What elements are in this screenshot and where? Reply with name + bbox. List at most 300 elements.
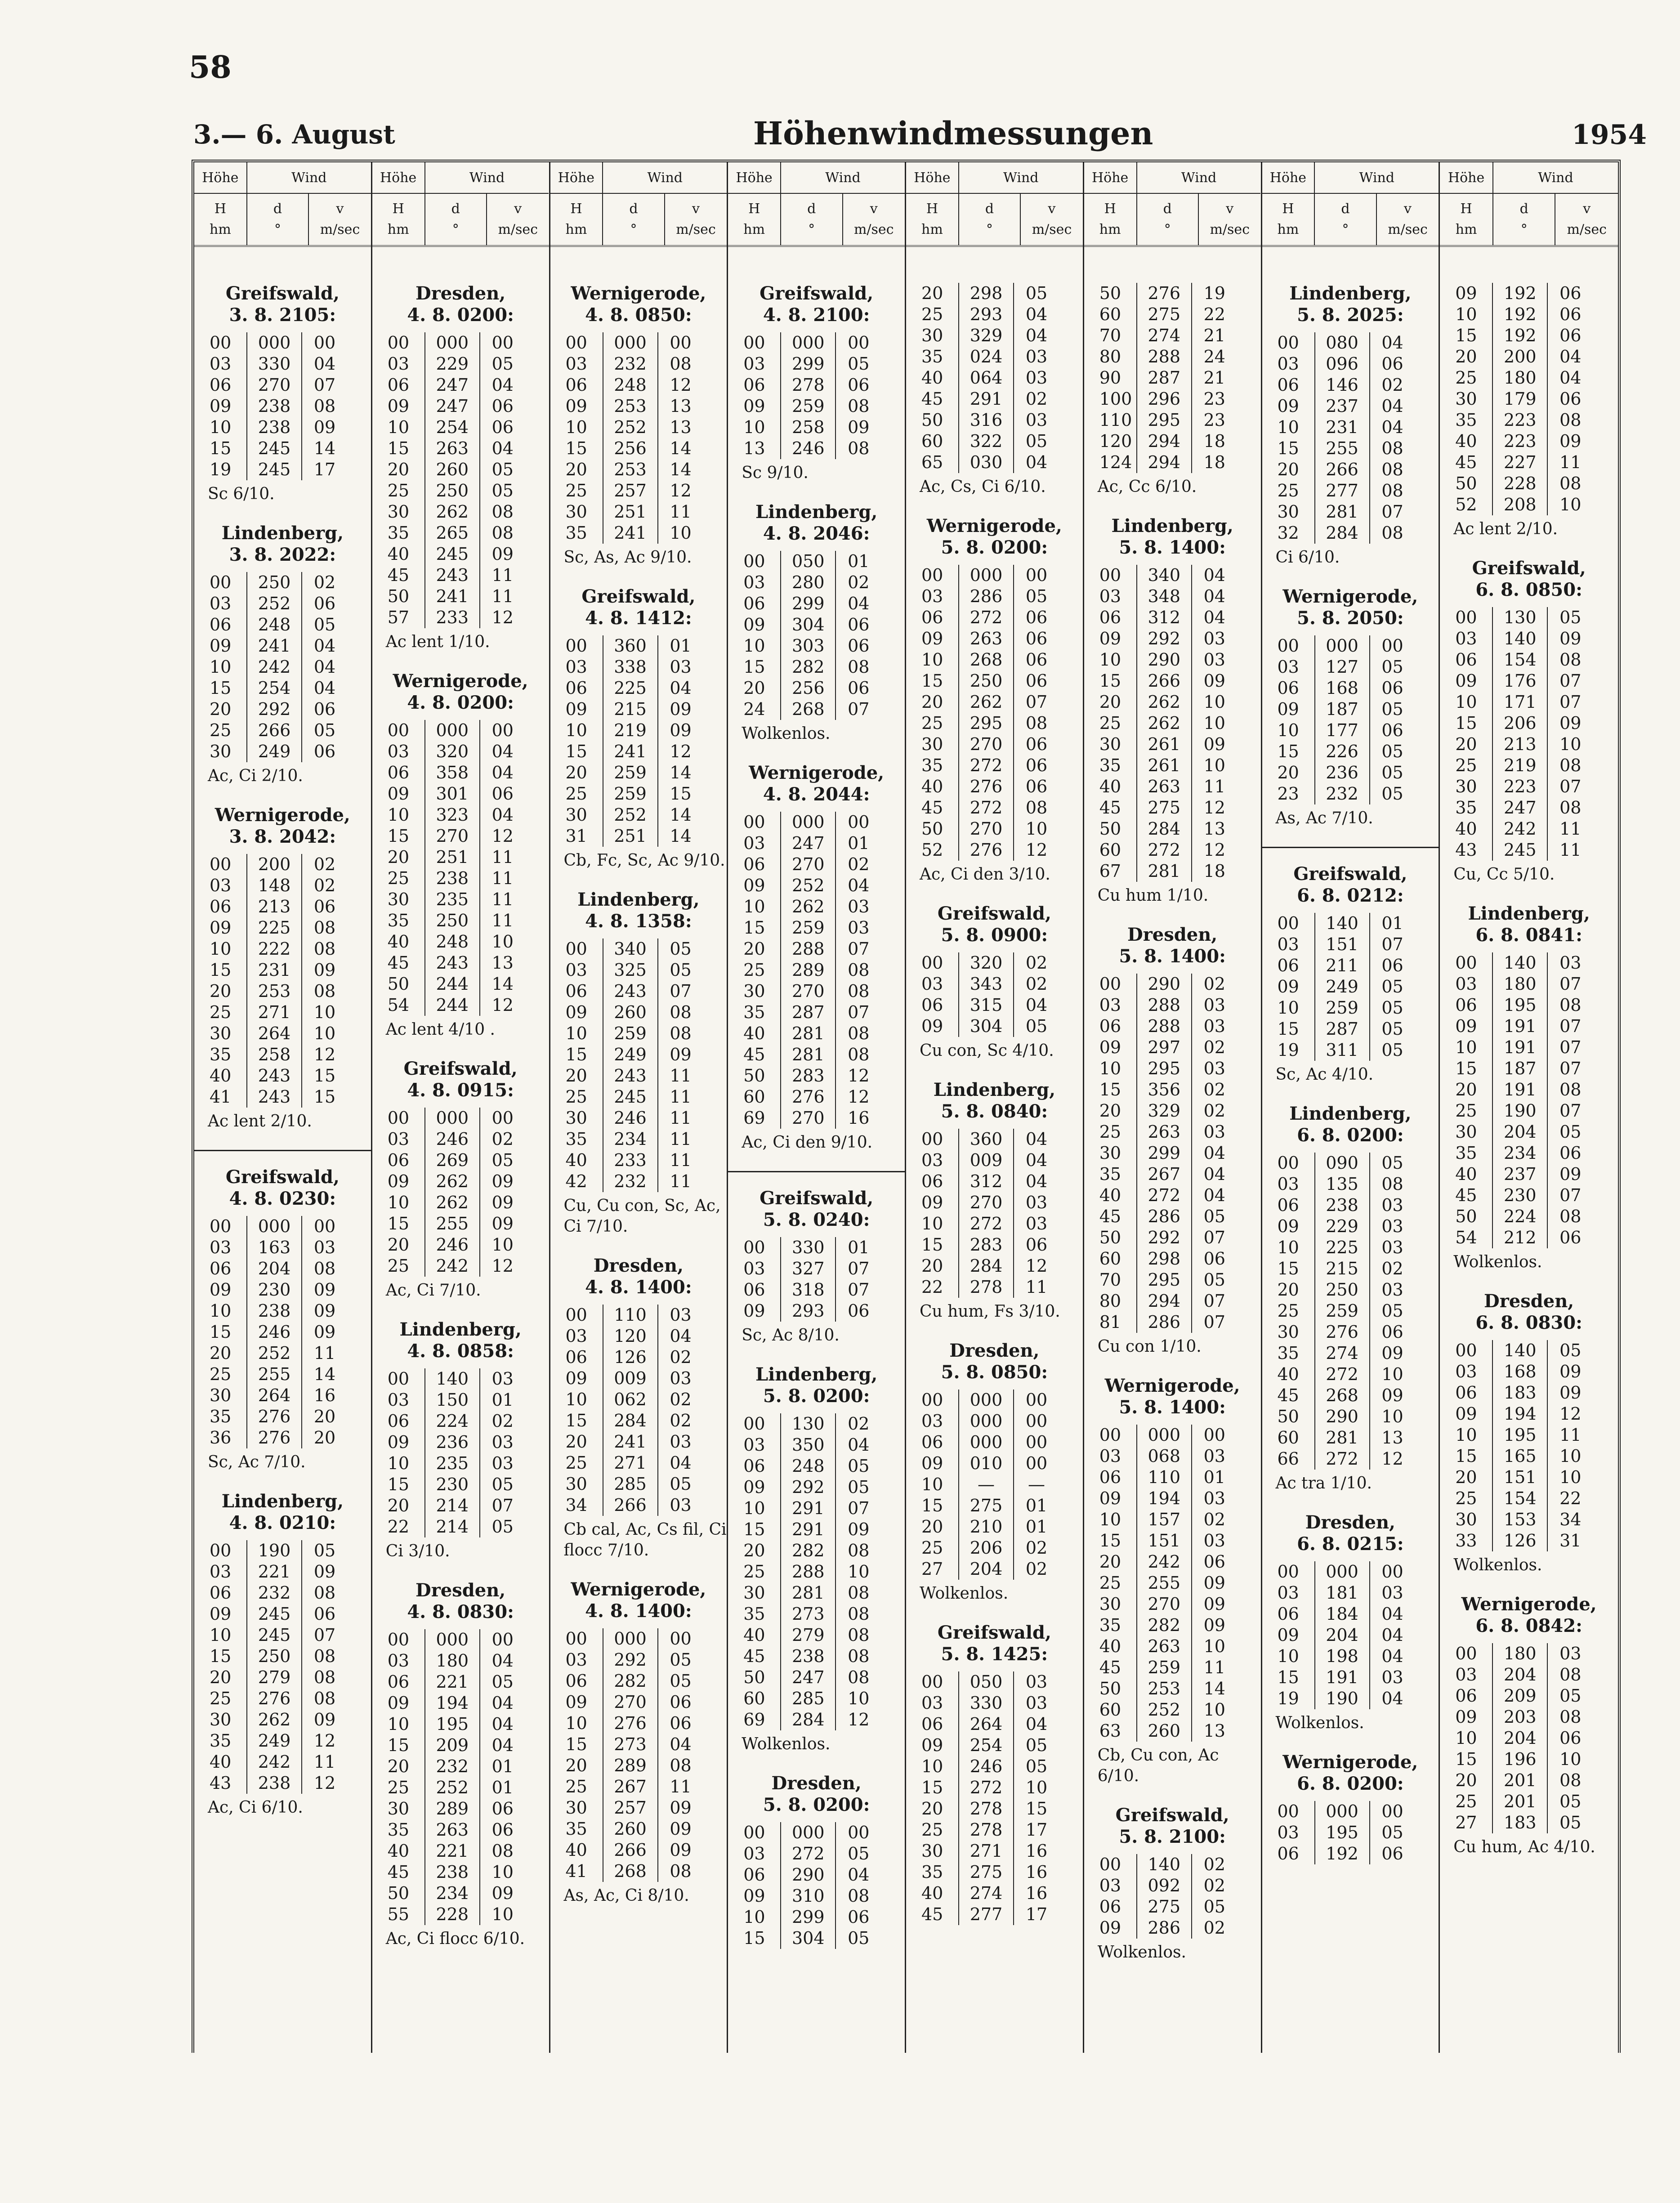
- direction-cell: 312: [1137, 607, 1192, 628]
- speed-cell: 05: [1381, 1019, 1403, 1039]
- table-row: [383, 1108, 525, 1129]
- speed-cell: 05: [848, 1844, 870, 1863]
- observation-block: [1440, 1291, 1618, 1576]
- direction-cell: 000: [781, 1822, 836, 1843]
- direction-cell: 263: [959, 628, 1014, 649]
- height-cell: 03: [743, 354, 765, 374]
- observation-datetime: 4. 8. 1412:: [585, 608, 692, 629]
- speed-cell: 08: [313, 1646, 336, 1666]
- data-column: [550, 162, 728, 2053]
- height-cell: 10: [1099, 650, 1121, 670]
- table-row: [383, 1650, 525, 1671]
- height-cell: 35: [565, 1819, 587, 1839]
- speed-cell: 00: [1381, 1801, 1403, 1821]
- table-row: [739, 1646, 881, 1667]
- speed-cell: 07: [1025, 692, 1048, 712]
- height-cell: 50: [1099, 1228, 1121, 1247]
- direction-cell: 301: [425, 783, 480, 804]
- direction-cell: 000: [247, 1216, 302, 1237]
- direction-cell: 249: [247, 741, 302, 762]
- direction-cell: 223: [1492, 776, 1547, 797]
- speed-cell: 03: [313, 1238, 336, 1257]
- height-cell: 03: [743, 572, 765, 592]
- table-row: [1095, 565, 1237, 586]
- direction-cell: 232: [247, 1582, 302, 1604]
- height-cell: 00: [1277, 1153, 1299, 1173]
- speed-cell: 05: [1025, 1756, 1048, 1776]
- table-row: [561, 1734, 703, 1755]
- speed-cell: 06: [313, 897, 336, 916]
- table-row: [1273, 1822, 1415, 1843]
- height-cell: 03: [921, 1150, 943, 1170]
- station-name: Lindenberg,: [755, 1364, 878, 1385]
- direction-cell: 327: [781, 1258, 836, 1279]
- direction-cell: 290: [781, 1864, 836, 1886]
- speed-cell: 12: [491, 1256, 514, 1276]
- speed-cell: 08: [1559, 1207, 1582, 1226]
- speed-cell: 08: [848, 1583, 870, 1603]
- direction-cell: 234: [425, 1883, 480, 1904]
- height-cell: 09: [1455, 1707, 1477, 1727]
- speed-cell: 12: [313, 1773, 336, 1793]
- height-cell: 20: [743, 939, 765, 959]
- table-row: [383, 1904, 525, 1925]
- table-row: [383, 375, 525, 396]
- speed-cell: 00: [670, 1629, 692, 1649]
- direction-cell: 267: [1137, 1164, 1192, 1185]
- speed-cell: 11: [1559, 452, 1582, 472]
- direction-cell: 329: [1137, 1100, 1192, 1122]
- direction-cell: 289: [603, 1755, 658, 1776]
- direction-cell: 214: [425, 1495, 480, 1516]
- observation-table: [917, 1129, 1059, 1298]
- speed-cell: 05: [670, 1474, 692, 1494]
- speed-cell: 04: [313, 354, 336, 374]
- height-cell: 43: [210, 1773, 232, 1793]
- direction-cell: 250: [959, 670, 1014, 692]
- height-cell: 00: [387, 1369, 410, 1389]
- table-row: [739, 657, 881, 678]
- speed-cell: 04: [1025, 1150, 1048, 1170]
- speed-cell: 04: [1381, 417, 1403, 437]
- height-cell: 25: [921, 304, 943, 324]
- table-row: [917, 607, 1059, 628]
- height-cell: 45: [1277, 1385, 1299, 1405]
- direction-cell: 266: [1315, 459, 1370, 480]
- table-row: [383, 1714, 525, 1735]
- speed-cell: 10: [313, 1002, 336, 1022]
- height-cell: 90: [1099, 368, 1121, 388]
- direction-cell: 258: [247, 1044, 302, 1065]
- direction-cell: 219: [1492, 755, 1547, 776]
- observation-block: [906, 903, 1083, 1061]
- direction-cell: 215: [1315, 1258, 1370, 1279]
- direction-cell: 168: [1492, 1361, 1547, 1382]
- station-name: Greifswald,: [403, 1058, 518, 1079]
- direction-cell: 356: [1137, 1079, 1192, 1100]
- observation-datetime: 6. 8. 0200:: [1297, 1125, 1404, 1146]
- header-wind: Wind: [603, 162, 727, 194]
- height-cell: 00: [210, 1216, 232, 1236]
- direction-cell: 223: [1492, 431, 1547, 452]
- table-row: [1273, 1258, 1415, 1279]
- speed-cell: 02: [1025, 1538, 1048, 1558]
- speed-cell: 08: [1559, 1080, 1582, 1099]
- table-row: [561, 1671, 703, 1692]
- speed-cell: 10: [491, 1235, 514, 1255]
- observation-block: [550, 1579, 727, 1906]
- table-row: [561, 1347, 703, 1368]
- table-row: [1273, 1343, 1415, 1364]
- height-cell: 03: [387, 1390, 410, 1410]
- speed-cell: 21: [1203, 368, 1225, 388]
- table-row: [383, 1411, 525, 1432]
- table-row: [561, 1389, 703, 1410]
- speed-cell: 09: [670, 1840, 692, 1860]
- cloud-note: Ac, Ci 2/10.: [208, 767, 303, 785]
- speed-cell: 11: [1025, 1277, 1048, 1297]
- observation-datetime: 6. 8. 0842:: [1475, 1615, 1582, 1636]
- speed-cell: 11: [670, 1171, 692, 1191]
- height-cell: 03: [1277, 354, 1299, 374]
- station-name: Greifswald,: [1115, 1805, 1229, 1826]
- speed-cell: 06: [670, 1713, 692, 1733]
- table-row: [917, 1693, 1059, 1714]
- direction-cell: 248: [247, 614, 302, 635]
- direction-cell: 208: [1492, 494, 1547, 515]
- height-cell: 45: [1455, 452, 1477, 472]
- speed-cell: 08: [313, 939, 336, 959]
- table-row: [739, 1886, 881, 1907]
- height-cell: 10: [387, 1193, 410, 1212]
- table-row: [561, 459, 703, 480]
- direction-cell: 206: [1492, 713, 1547, 734]
- height-cell: 10: [743, 1498, 765, 1518]
- table-row: [205, 1688, 347, 1709]
- height-cell: 10: [743, 417, 765, 437]
- table-row: [205, 396, 347, 417]
- data-column: [906, 162, 1084, 2053]
- height-cell: 25: [1455, 1792, 1477, 1811]
- speed-cell: 09: [313, 960, 336, 980]
- cloud-note: Wolkenlos.: [742, 1735, 831, 1753]
- direction-cell: 266: [603, 1840, 658, 1861]
- observation-datetime: 4. 8. 2100:: [763, 304, 870, 326]
- height-cell: 42: [565, 1171, 587, 1191]
- table-row: [917, 692, 1059, 713]
- table-row: [1273, 1604, 1415, 1625]
- speed-cell: 08: [491, 1841, 514, 1861]
- speed-cell: 09: [491, 1883, 514, 1903]
- height-cell: 03: [565, 657, 587, 677]
- observation-table: [1273, 332, 1415, 544]
- table-row: [1095, 607, 1237, 628]
- speed-cell: 06: [1559, 304, 1582, 324]
- table-row: [739, 438, 881, 459]
- speed-cell: 08: [1559, 995, 1582, 1015]
- height-cell: 10: [565, 417, 587, 437]
- height-cell: 00: [387, 720, 410, 740]
- observation-table: [205, 1216, 347, 1448]
- speed-cell: 05: [1025, 586, 1048, 606]
- speed-cell: 10: [1203, 755, 1225, 775]
- table-row: [1095, 1573, 1237, 1594]
- height-cell: 06: [387, 1672, 410, 1692]
- header-h-label: H: [570, 201, 582, 217]
- height-cell: 110: [1099, 410, 1132, 430]
- observation-table: [917, 1671, 1059, 1925]
- observation-datetime: 5. 8. 0240:: [763, 1209, 870, 1230]
- speed-cell: 13: [1203, 1721, 1225, 1741]
- direction-cell: 212: [1492, 1227, 1547, 1248]
- table-row: [1451, 1100, 1593, 1122]
- speed-cell: 12: [491, 826, 514, 846]
- height-cell: 06: [1277, 956, 1299, 975]
- speed-cell: 09: [313, 1710, 336, 1729]
- observation-table: [205, 1540, 347, 1794]
- direction-cell: 229: [425, 353, 480, 375]
- speed-cell: 04: [848, 1435, 870, 1455]
- height-cell: 06: [1099, 1016, 1121, 1036]
- cloud-note: Sc, Ac 4/10.: [1275, 1065, 1374, 1084]
- table-row: [1273, 459, 1415, 480]
- cloud-note: Cu con 1/10.: [1097, 1337, 1202, 1356]
- direction-cell: 323: [425, 804, 480, 826]
- speed-cell: 02: [1203, 974, 1225, 994]
- direction-cell: 294: [1137, 431, 1192, 452]
- header-d: [959, 194, 1021, 245]
- cloud-note: Ac, Ci 7/10.: [385, 1281, 481, 1300]
- table-row: [205, 1773, 347, 1794]
- speed-cell: 00: [491, 1108, 514, 1128]
- direction-cell: 140: [1137, 1854, 1192, 1875]
- header-v-label: v: [1583, 201, 1591, 217]
- speed-cell: 24: [1203, 347, 1225, 366]
- direction-cell: 192: [1492, 304, 1547, 325]
- direction-cell: 009: [603, 1368, 658, 1389]
- direction-cell: 092: [1137, 1875, 1192, 1896]
- direction-cell: 225: [247, 917, 302, 938]
- direction-cell: 262: [425, 501, 480, 523]
- table-row: [383, 826, 525, 847]
- speed-cell: 13: [1203, 819, 1225, 839]
- height-cell: 25: [1099, 713, 1121, 733]
- speed-cell: 14: [313, 1364, 336, 1384]
- page-title: Höhenwindmessungen: [753, 115, 1153, 152]
- height-cell: 60: [743, 1087, 765, 1107]
- height-cell: 45: [1455, 1185, 1477, 1205]
- table-row: [1273, 1646, 1415, 1667]
- table-row: [1095, 1143, 1237, 1164]
- height-cell: 20: [743, 1541, 765, 1560]
- table-row: [917, 776, 1059, 797]
- table-row: [561, 438, 703, 459]
- table-row: [1273, 762, 1415, 783]
- observation-block: [1262, 283, 1439, 568]
- height-cell: 10: [387, 805, 410, 825]
- header-d-unit: °: [1520, 222, 1528, 237]
- height-cell: 50: [743, 1667, 765, 1687]
- observation-datetime: 4. 8. 0830:: [407, 1601, 514, 1622]
- table-row: [1451, 1749, 1593, 1770]
- height-cell: 09: [210, 918, 232, 938]
- cloud-note: Wolkenlos.: [1275, 1714, 1364, 1732]
- station-name: Lindenberg,: [1289, 1103, 1412, 1124]
- observation-block: [906, 1079, 1083, 1322]
- observation-table: [1451, 952, 1593, 1248]
- table-row: [1273, 1237, 1415, 1258]
- station-name: Dresden,: [416, 283, 506, 304]
- height-cell: 30: [743, 1583, 765, 1603]
- station-name: Wernigerode,: [1104, 1375, 1240, 1396]
- table-row: [205, 1582, 347, 1604]
- table-row: [1095, 797, 1237, 818]
- height-cell: 09: [565, 699, 587, 719]
- direction-cell: 191: [1492, 1016, 1547, 1037]
- direction-cell: 257: [603, 480, 658, 501]
- height-cell: 25: [565, 784, 587, 804]
- table-row: [1451, 1446, 1593, 1467]
- height-cell: 03: [1277, 1583, 1299, 1603]
- height-cell: 40: [1099, 1636, 1121, 1656]
- header-h-unit: hm: [210, 222, 231, 237]
- cloud-note: Ci 6/10.: [1275, 548, 1340, 567]
- direction-cell: 283: [959, 1234, 1014, 1256]
- speed-cell: 09: [1559, 713, 1582, 733]
- table-row: [561, 1692, 703, 1713]
- table-row: [917, 755, 1059, 776]
- height-cell: 35: [387, 1820, 410, 1840]
- speed-cell: 04: [1025, 995, 1048, 1015]
- cloud-note: Ac lent 2/10.: [1453, 520, 1558, 538]
- speed-cell: 13: [670, 396, 692, 416]
- direction-cell: 290: [1137, 649, 1192, 670]
- station-name: Wernigerode,: [1461, 1594, 1597, 1615]
- direction-cell: 080: [1315, 332, 1370, 353]
- height-cell: 25: [210, 1002, 232, 1022]
- speed-cell: 04: [491, 1693, 514, 1713]
- table-row: [561, 1410, 703, 1431]
- observation-block: [1262, 847, 1439, 1085]
- height-cell: 32: [1277, 523, 1299, 543]
- direction-cell: 316: [959, 410, 1014, 431]
- height-cell: 15: [743, 1519, 765, 1539]
- height-cell: 06: [1277, 1195, 1299, 1215]
- observation-datetime: 3. 8. 2022:: [229, 544, 336, 565]
- station-name: Lindenberg,: [399, 1319, 522, 1340]
- speed-cell: 06: [848, 1907, 870, 1927]
- observation-table: [205, 332, 347, 480]
- observation-table: [1095, 974, 1237, 1333]
- table-row: [205, 875, 347, 896]
- observation-datetime: 6. 8. 0850:: [1475, 579, 1582, 600]
- direction-cell: 252: [425, 1777, 480, 1798]
- direction-cell: 297: [1137, 1037, 1192, 1058]
- speed-cell: 12: [1203, 840, 1225, 860]
- speed-cell: 05: [491, 354, 514, 374]
- speed-cell: 12: [848, 1087, 870, 1107]
- direction-cell: 253: [1137, 1678, 1192, 1699]
- height-cell: 34: [565, 1495, 587, 1515]
- speed-cell: 00: [670, 333, 692, 353]
- direction-cell: 280: [781, 572, 836, 593]
- height-cell: 09: [743, 1477, 765, 1497]
- cloud-note: Cb, Cu con, Ac 6/10.: [1097, 1746, 1219, 1785]
- speed-cell: 07: [1559, 671, 1582, 691]
- direction-cell: 000: [781, 332, 836, 353]
- speed-cell: 08: [1381, 438, 1403, 458]
- speed-cell: 07: [1559, 1101, 1582, 1121]
- height-cell: 30: [1277, 1322, 1299, 1342]
- header-h: [728, 194, 781, 245]
- height-cell: 00: [1099, 565, 1121, 585]
- table-row: [1095, 861, 1237, 882]
- direction-cell: 127: [1315, 657, 1370, 678]
- direction-cell: 259: [1315, 1300, 1370, 1322]
- direction-cell: 204: [1492, 1664, 1547, 1685]
- table-row: [917, 304, 1059, 325]
- height-cell: 09: [1277, 1216, 1299, 1236]
- observation-table: [1095, 1425, 1237, 1742]
- height-cell: 03: [921, 586, 943, 606]
- table-row: [1273, 699, 1415, 720]
- cloud-note: Ac lent 4/10 .: [385, 1020, 495, 1039]
- direction-cell: 260: [425, 459, 480, 480]
- speed-cell: 08: [848, 1667, 870, 1687]
- direction-cell: 256: [781, 678, 836, 699]
- table-row: [917, 670, 1059, 692]
- table-row: [739, 635, 881, 657]
- height-cell: 40: [921, 368, 943, 388]
- height-cell: 25: [1455, 1101, 1477, 1121]
- height-cell: 09: [1277, 396, 1299, 416]
- direction-cell: 198: [1315, 1646, 1370, 1667]
- direction-cell: 290: [1137, 974, 1192, 995]
- direction-cell: 171: [1492, 692, 1547, 713]
- column-body: [1440, 247, 1618, 1858]
- observation-block: [728, 1773, 905, 1949]
- table-row: [739, 1456, 881, 1477]
- direction-cell: 279: [781, 1625, 836, 1646]
- table-row: [739, 1108, 881, 1129]
- height-cell: 50: [743, 1066, 765, 1086]
- height-cell: 20: [921, 283, 943, 303]
- height-cell: 35: [921, 347, 943, 366]
- height-cell: 15: [921, 671, 943, 691]
- height-cell: 00: [921, 1390, 943, 1410]
- direction-cell: 187: [1315, 699, 1370, 720]
- speed-cell: 04: [1025, 1714, 1048, 1734]
- height-cell: 20: [387, 1496, 410, 1515]
- height-cell: 00: [210, 572, 232, 592]
- direction-cell: 153: [1492, 1509, 1547, 1530]
- height-cell: 15: [387, 438, 410, 458]
- table-row: [561, 417, 703, 438]
- height-cell: 25: [565, 1087, 587, 1107]
- direction-cell: 238: [247, 1300, 302, 1322]
- height-cell: 15: [743, 657, 765, 677]
- table-row: [205, 1406, 347, 1427]
- table-row: [917, 1213, 1059, 1234]
- observation-datetime: 5. 8. 0900:: [941, 925, 1048, 946]
- table-row: [1095, 1248, 1237, 1269]
- header-h-label: H: [214, 201, 226, 217]
- speed-cell: 06: [491, 396, 514, 416]
- height-cell: 00: [1099, 974, 1121, 994]
- height-cell: 30: [1455, 389, 1477, 409]
- table-row: [561, 1495, 703, 1516]
- speed-cell: 09: [313, 417, 336, 437]
